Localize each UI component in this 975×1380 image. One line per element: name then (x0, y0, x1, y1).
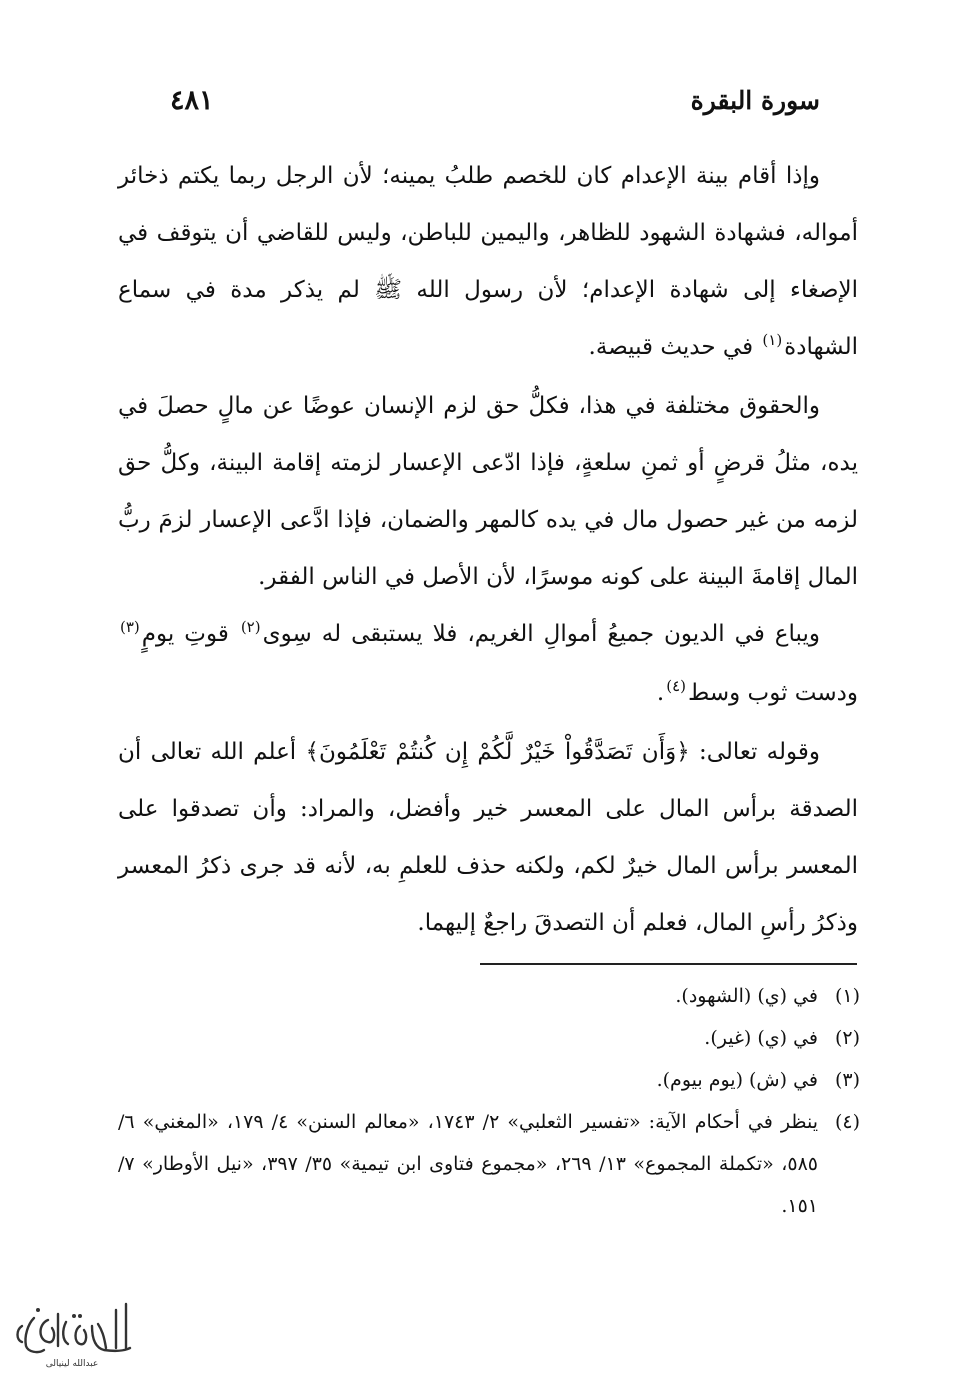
paragraph (118, 148, 858, 378)
surah-name: سورة البقرة (690, 85, 820, 115)
footnote-number: (٤) (834, 1111, 860, 1133)
footnote (118, 1059, 860, 1101)
publisher-logo (8, 1296, 136, 1372)
footnote-text: في (ش) (يوم بيوم). (656, 1069, 818, 1091)
paragraph (118, 606, 858, 724)
page-header (170, 78, 820, 122)
footnote-number: (٢) (834, 1027, 860, 1049)
footnote-text: في (ي) (الشهود). (675, 985, 818, 1007)
paragraph-text: وقوله تعالى: ﴿وَأَن تَصَدَّقُواْ خَيْرٌ لَّكُمْ إِن كُنتُمْ تَعْلَمُونَ﴾ أعلم الله تعالى أن الصدقة برأس المال على المعسر خير وأفضل، والمراد: وأن تصدقوا على المعسر برأس المال خيرٌ لكم، ولكنه حذف للعلمِ به، لأنه قد جرى ذكرُ المعسر وذكرُ رأسِ المال، فعلم أن التصدقَ راجعٌ إليهما. (118, 739, 858, 936)
footnote (118, 1017, 860, 1059)
page-number: ٤٨١ (170, 84, 214, 116)
paragraph-text: . (656, 680, 665, 706)
paragraph-text: قوتِ يومٍ (141, 621, 239, 647)
paragraph (118, 378, 858, 606)
footnote-text: في (ي) (غير). (704, 1027, 818, 1049)
footnote-ref: (١) (762, 331, 783, 349)
footnote-text: ينظر في أحكام الآية: «تفسير الثعلبي» ٢/ ١٧٤٣، «معالم السنن» ٤/ ١٧٩، «المغني» ٦/ ٥٨٥، «تكملة المجموع» ١٣/ ٢٦٩، «مجموع فتاوى ابن تيمية» ٣٥/ ٣٩٧، «نيل الأوطار» ٧/ ١٥١. (118, 1111, 819, 1217)
paragraph-text: في حديث قبيصة. (588, 334, 761, 360)
paragraph (118, 724, 858, 952)
paragraph-text: والحقوق مختلفة في هذا، فكلُّ حق لزم الإنسان عوضًا عن مالٍ حصلَ في يده، مثلُ قرضٍ أو ثمنِ سلعةٍ، فإذا ادّعى الإعسار لزمته إقامة البينة، وكلُّ حق لزمه من غير حصول مال في يده كالمهر والضمان، فإذا ادَّعى الإعسار لزمَ ربُّ المال إقامةَ البينة على كونه موسرًا، لأن الأصل في الناس الفقر. (118, 393, 858, 590)
footnote (118, 1101, 860, 1227)
paragraph-text: ودست ثوب وسط (688, 680, 858, 706)
paragraph-text: وإذا أقام بينة الإعدام كان للخصم طلبُ يمينه؛ لأن الرجل ربما يكتم ذخائر أمواله، فشهادة الشهود للظاهر، واليمين للباطن، وليس للقاضي أن يتوقف في الإصغاء إلى شهادة الإعدام؛ لأن رسول الله ﷺ لم يذكر مدة في سماع الشهادة (118, 163, 858, 360)
footnote-divider (480, 963, 857, 965)
footnotes (118, 975, 860, 1227)
svg-text:عبدالله لينيالى: عبدالله لينيالى (45, 1359, 99, 1369)
footnote (118, 975, 860, 1017)
footnote-ref: (٢) (240, 618, 261, 636)
paragraph-text: ويباع في الديون جميعُ أموالِ الغريم، فلا يستبقى له سِوى (262, 621, 820, 647)
footnote-number: (١) (834, 985, 860, 1007)
footnote-number: (٣) (834, 1069, 860, 1091)
main-text (118, 148, 858, 952)
footnote-ref: (٣) (120, 618, 140, 636)
footnote-ref: (٤) (666, 677, 687, 695)
